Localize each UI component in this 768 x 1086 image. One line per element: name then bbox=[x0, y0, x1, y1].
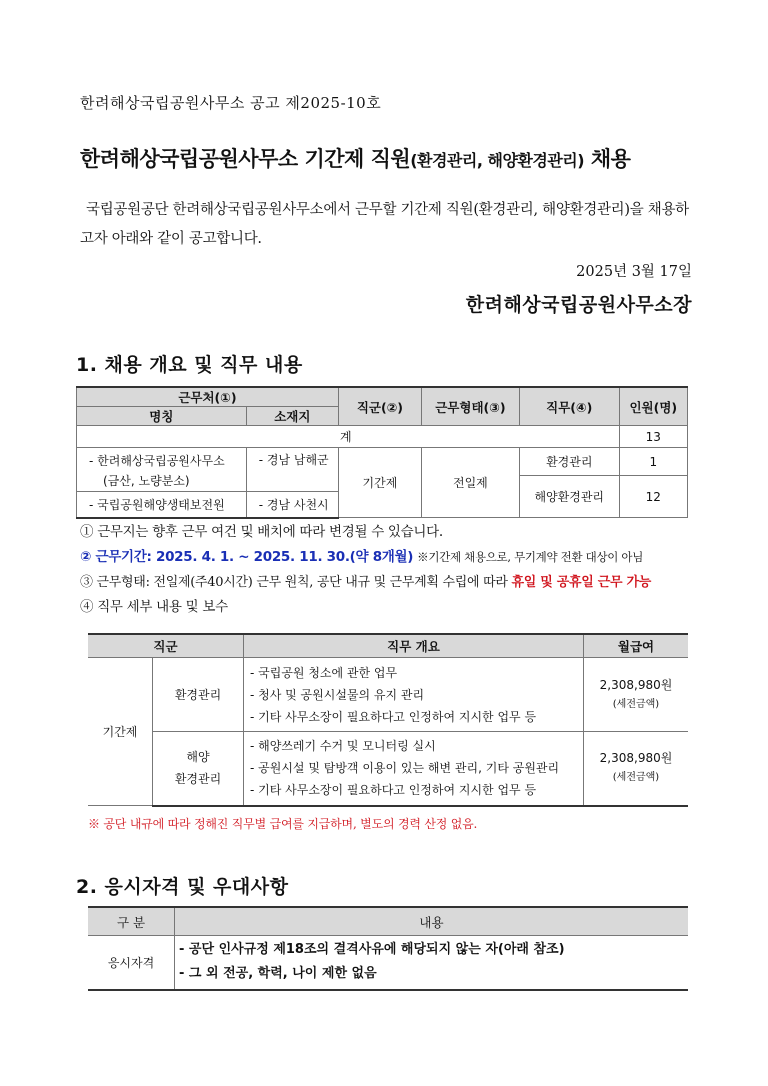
note-3-red: 휴일 및 공휴일 근무 가능 bbox=[511, 575, 651, 590]
notice-number: 한려해상국립공원사무소 공고 제2025-10호 bbox=[80, 94, 382, 112]
workplace-name-1-line: - 한려해상국립공원사무소 bbox=[89, 454, 225, 468]
duty-row-2-salary bbox=[584, 732, 689, 806]
notice-title bbox=[80, 143, 630, 173]
duty-row-1-item: - 기타 사무소장이 필요하다고 인정하여 지시한 업무 등 bbox=[250, 709, 537, 724]
signer: 한려해상국립공원사무소장 bbox=[465, 294, 692, 316]
salary-amount: 2,308,980원 bbox=[599, 677, 673, 692]
header-count: 인원(명) bbox=[619, 387, 687, 426]
duty-row-1-salary bbox=[584, 658, 689, 732]
count-2: 12 bbox=[619, 476, 687, 518]
total-label-text: 계 bbox=[340, 430, 352, 444]
section1-title: 1. 채용 개요 및 직무 내용 bbox=[76, 354, 303, 376]
title-end: 채용 bbox=[584, 147, 631, 171]
notice-date: 2025년 3월 17일 bbox=[576, 264, 692, 280]
qual-header-content: 내용 bbox=[175, 907, 689, 936]
duty-row-2-name bbox=[153, 732, 244, 806]
note-3-pre: ③ 근무형태: 전일제(주40시간) 근무 원칙, 공단 내규 및 근무계획 수립에 따라 bbox=[80, 575, 512, 590]
note-2-main: ② 근무기간: 2025. 4. 1. ~ 2025. 11. 30.(약 8개월) bbox=[80, 549, 414, 565]
qual-item: - 공단 인사규정 제18조의 결격사유에 해당되지 않는 자(아래 참조) bbox=[179, 942, 565, 958]
workplace-location-2: - 경남 사천시 bbox=[246, 492, 338, 518]
workplace-name-1-sub: (금산, 노량분소) bbox=[103, 474, 190, 488]
note-2-sub: ※기간제 채용으로, 무기계약 전환 대상이 아님 bbox=[417, 550, 644, 564]
qualification-table bbox=[88, 906, 688, 991]
duty-row-1-item: - 청사 및 공원시설물의 유지 관리 bbox=[250, 687, 425, 702]
note-2 bbox=[80, 545, 700, 570]
duty-header-grade: 직군 bbox=[88, 634, 244, 658]
section2-title: 2. 응시자격 및 우대사항 bbox=[76, 876, 289, 898]
salary-footnote: ※ 공단 내규에 따라 정해진 직무별 급여를 지급하며, 별도의 경력 산정 없음. bbox=[88, 817, 478, 831]
total-value: 13 bbox=[619, 426, 687, 448]
count-1: 1 bbox=[619, 448, 687, 476]
grade-value: 기간제 bbox=[338, 448, 421, 518]
duty-detail-table bbox=[88, 633, 688, 807]
duty-2: 해양환경관리 bbox=[519, 476, 619, 518]
duty-row-2-name-line2: 환경관리 bbox=[174, 772, 222, 787]
duty-header-salary: 월급여 bbox=[584, 634, 689, 658]
note-3 bbox=[80, 570, 700, 595]
duty-row-2-item: - 공원시설 및 탐방객 이용이 있는 해변 관리, 기타 공원관리 bbox=[250, 761, 560, 776]
duty-row-1-name: 환경관리 bbox=[153, 658, 244, 732]
header-name: 명칭 bbox=[77, 407, 247, 426]
total-label bbox=[77, 426, 620, 448]
duty-row-2-name-line1: 해양 bbox=[186, 750, 210, 765]
header-worktype: 근무형태(③) bbox=[421, 387, 519, 426]
salary-amount: 2,308,980원 bbox=[599, 751, 673, 766]
workplace-name-1 bbox=[77, 448, 247, 492]
notes-list bbox=[80, 520, 700, 620]
recruitment-overview-table bbox=[76, 386, 688, 519]
duty-row-2-item: - 기타 사무소장이 필요하다고 인정하여 지시한 업무 등 bbox=[250, 783, 537, 798]
qual-row-label: 응시자격 bbox=[88, 936, 175, 990]
worktype-value: 전일제 bbox=[421, 448, 519, 518]
title-paren: (환경관리, 해양환경관리) bbox=[410, 151, 585, 170]
duty-grade-value: 기간제 bbox=[88, 658, 153, 806]
header-location: 소재지 bbox=[246, 407, 338, 426]
duty-row-1-item: - 국립공원 청소에 관한 업무 bbox=[250, 665, 398, 680]
duty-1: 환경관리 bbox=[519, 448, 619, 476]
duty-row-2-item: - 해양쓰레기 수거 및 모니터링 실시 bbox=[250, 739, 436, 754]
workplace-name-2: - 국립공원해양생태보전원 bbox=[77, 492, 247, 518]
note-4: ④ 직무 세부 내용 및 보수 bbox=[80, 599, 228, 615]
duty-row-1-items bbox=[244, 658, 584, 732]
salary-note: (세전금액) bbox=[612, 698, 660, 710]
salary-note: (세전금액) bbox=[612, 772, 660, 784]
qual-item: - 그 외 전공, 학력, 나이 제한 없음 bbox=[179, 966, 377, 982]
qual-row-items bbox=[175, 936, 689, 990]
intro-paragraph: 국립공원공단 한려해상국립공원사무소에서 근무할 기간제 직원(환경관리, 해양환경관리)을 채용하고자 아래와 같이 공고합니다. bbox=[80, 202, 689, 247]
title-main: 한려해상국립공원사무소 기간제 직원 bbox=[80, 147, 411, 171]
header-duty: 직무(④) bbox=[519, 387, 619, 426]
header-grade: 직군(②) bbox=[338, 387, 421, 426]
qual-header-category: 구 분 bbox=[88, 907, 175, 936]
workplace-location-1: - 경남 남해군 bbox=[246, 448, 338, 492]
header-workplace: 근무처(①) bbox=[77, 387, 339, 407]
duty-header-summary: 직무 개요 bbox=[244, 634, 584, 658]
duty-row-2-items bbox=[244, 732, 584, 806]
note-1: ① 근무지는 향후 근무 여건 및 배치에 따라 변경될 수 있습니다. bbox=[80, 524, 443, 540]
